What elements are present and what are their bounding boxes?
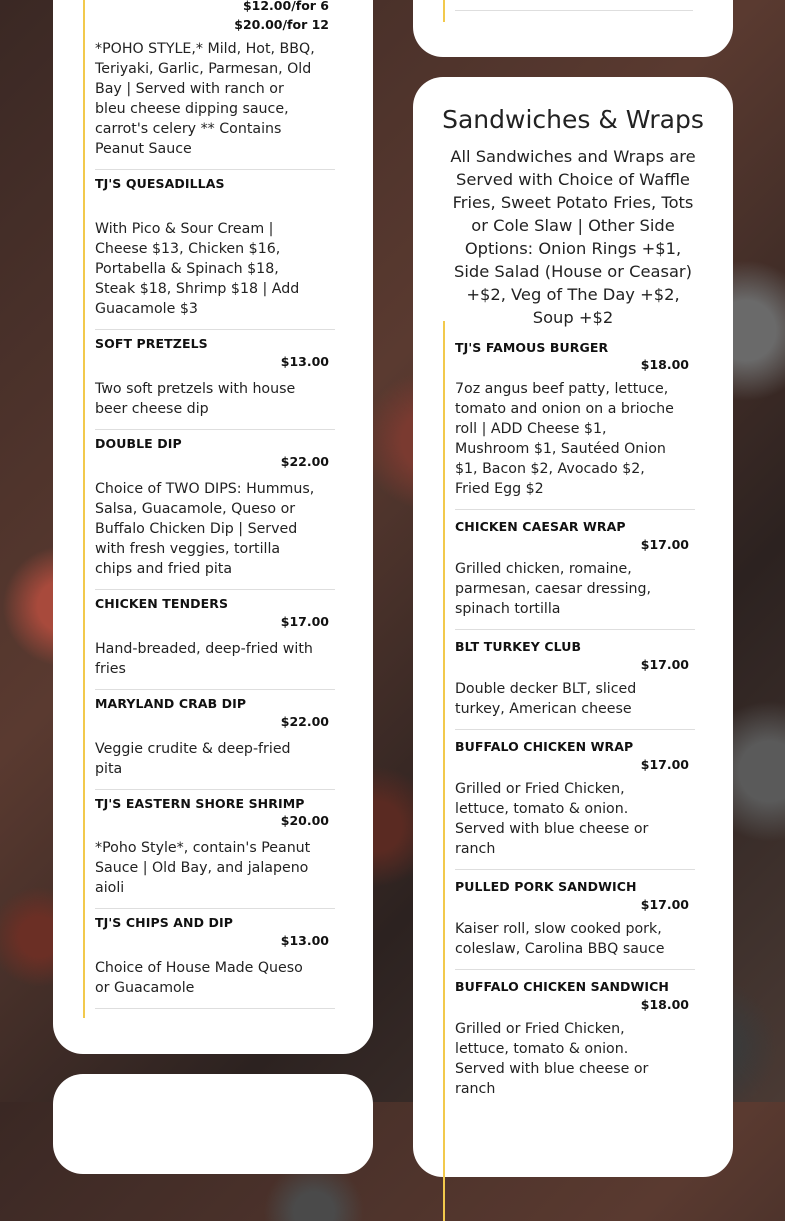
item-name: TJ'S QUESADILLAS	[95, 176, 225, 191]
item-name: TJ'S FAMOUS BURGER	[455, 340, 609, 355]
item-price: $13.00	[280, 933, 329, 948]
menu-item	[95, 330, 335, 430]
item-description: With Pico & Sour Cream | Cheese $13, Chicken $16, Portabella & Spinach $18, Steak $18, Shrimp $18 | Add Guacamole $3	[95, 221, 300, 317]
menu-item	[455, 321, 695, 510]
menu-item	[455, 510, 695, 630]
item-description: Veggie crudite & deep-fried pita	[95, 741, 291, 777]
item-name: BUFFALO CHICKEN SANDWICH	[455, 979, 669, 994]
item-price: $22.00	[280, 454, 329, 469]
item-description: *Poho Style*, contain's Peanut Sauce | Old Bay, and jalapeno aioli	[95, 840, 311, 896]
item-price: $17.00	[640, 657, 689, 672]
divider	[455, 10, 693, 11]
item-description: Two soft pretzels with house beer cheese dip	[95, 381, 296, 417]
sandwiches-card	[413, 77, 733, 1177]
appetizers-list	[83, 0, 337, 1018]
item-price: $17.00	[640, 897, 689, 912]
menu-item	[455, 870, 695, 970]
item-description: Double decker BLT, sliced turkey, American cheese	[455, 681, 637, 717]
accent-line	[443, 0, 445, 22]
menu-item	[455, 970, 695, 1110]
menu-item	[95, 590, 335, 690]
menu-item	[95, 790, 335, 909]
item-name: TJ'S CHIPS AND DIP	[95, 915, 234, 930]
item-description: Choice of House Made Queso or Guacamole	[95, 960, 303, 996]
item-description: *POHO STYLE,* Mild, Hot, BBQ, Teriyaki, Garlic, Parmesan, Old Bay | Served with ranch or bleu cheese dipping sauce, carrot's celery ** Contains Peanut Sauce	[95, 41, 315, 157]
menu-item	[455, 630, 695, 730]
item-price: $17.00	[640, 757, 689, 772]
sandwiches-list	[443, 321, 697, 1221]
section-description: All Sandwiches and Wraps are Served with Choice of Waffle Fries, Sweet Potato Fries, Tots or Cole Slaw | Other Side Options: Onion Rings +$1, Side Salad (House or Ceasar) +$2, Veg of The Day +$2, Soup +$2	[450, 147, 696, 327]
next-section-card	[53, 1074, 373, 1174]
item-price: $13.00	[280, 354, 329, 369]
item-price: $17.00	[280, 614, 329, 629]
item-description: Kaiser roll, slow cooked pork, coleslaw, Carolina BBQ sauce	[455, 921, 665, 957]
item-price: $18.00	[640, 357, 689, 372]
item-price: $20.00	[280, 813, 329, 828]
item-description: Grilled or Fried Chicken, lettuce, tomato & onion. Served with blue cheese or ranch	[455, 781, 649, 857]
item-price: $18.00	[640, 997, 689, 1012]
previous-section-card	[413, 0, 733, 57]
item-name: CHICKEN CAESAR WRAP	[455, 519, 626, 534]
item-price: $17.00	[640, 537, 689, 552]
item-name: TJ'S EASTERN SHORE SHRIMP	[95, 796, 305, 811]
section-title: Sandwiches & Wraps	[442, 105, 704, 134]
item-price: $22.00	[280, 714, 329, 729]
item-name: BLT TURKEY CLUB	[455, 639, 582, 654]
item-name: CHICKEN TENDERS	[95, 596, 229, 611]
menu-item	[95, 170, 335, 330]
item-description: Hand-breaded, deep-fried with fries	[95, 641, 313, 677]
appetizers-card	[53, 0, 373, 1054]
item-price: $20.00/for 12	[234, 17, 329, 32]
item-description: Choice of TWO DIPS: Hummus, Salsa, Guacamole, Queso or Buffalo Chicken Dip | Served with fresh veggies, tortilla chips and fried pita	[95, 481, 315, 577]
menu-item	[95, 690, 335, 790]
menu-item	[95, 909, 335, 1009]
item-name: SOFT PRETZELS	[95, 336, 208, 351]
item-description: 7oz angus beef patty, lettuce, tomato and onion on a brioche roll | ADD Cheese $1, Mushroom $1, Sautéed Onion $1, Bacon $2, Avocado $2, Fried Egg $2	[455, 381, 674, 497]
item-name: DOUBLE DIP	[95, 436, 182, 451]
menu-item	[95, 430, 335, 590]
item-name: BUFFALO CHICKEN WRAP	[455, 739, 634, 754]
item-description: Grilled chicken, romaine, parmesan, caesar dressing, spinach tortilla	[455, 561, 652, 617]
item-price: $12.00/for 6	[242, 0, 329, 13]
item-name: MARYLAND CRAB DIP	[95, 696, 247, 711]
menu-item-wings	[95, 0, 335, 170]
item-name: PULLED PORK SANDWICH	[455, 879, 637, 894]
item-description: Grilled or Fried Chicken, lettuce, tomato & onion. Served with blue cheese or ranch	[455, 1021, 649, 1097]
menu-item	[455, 730, 695, 870]
